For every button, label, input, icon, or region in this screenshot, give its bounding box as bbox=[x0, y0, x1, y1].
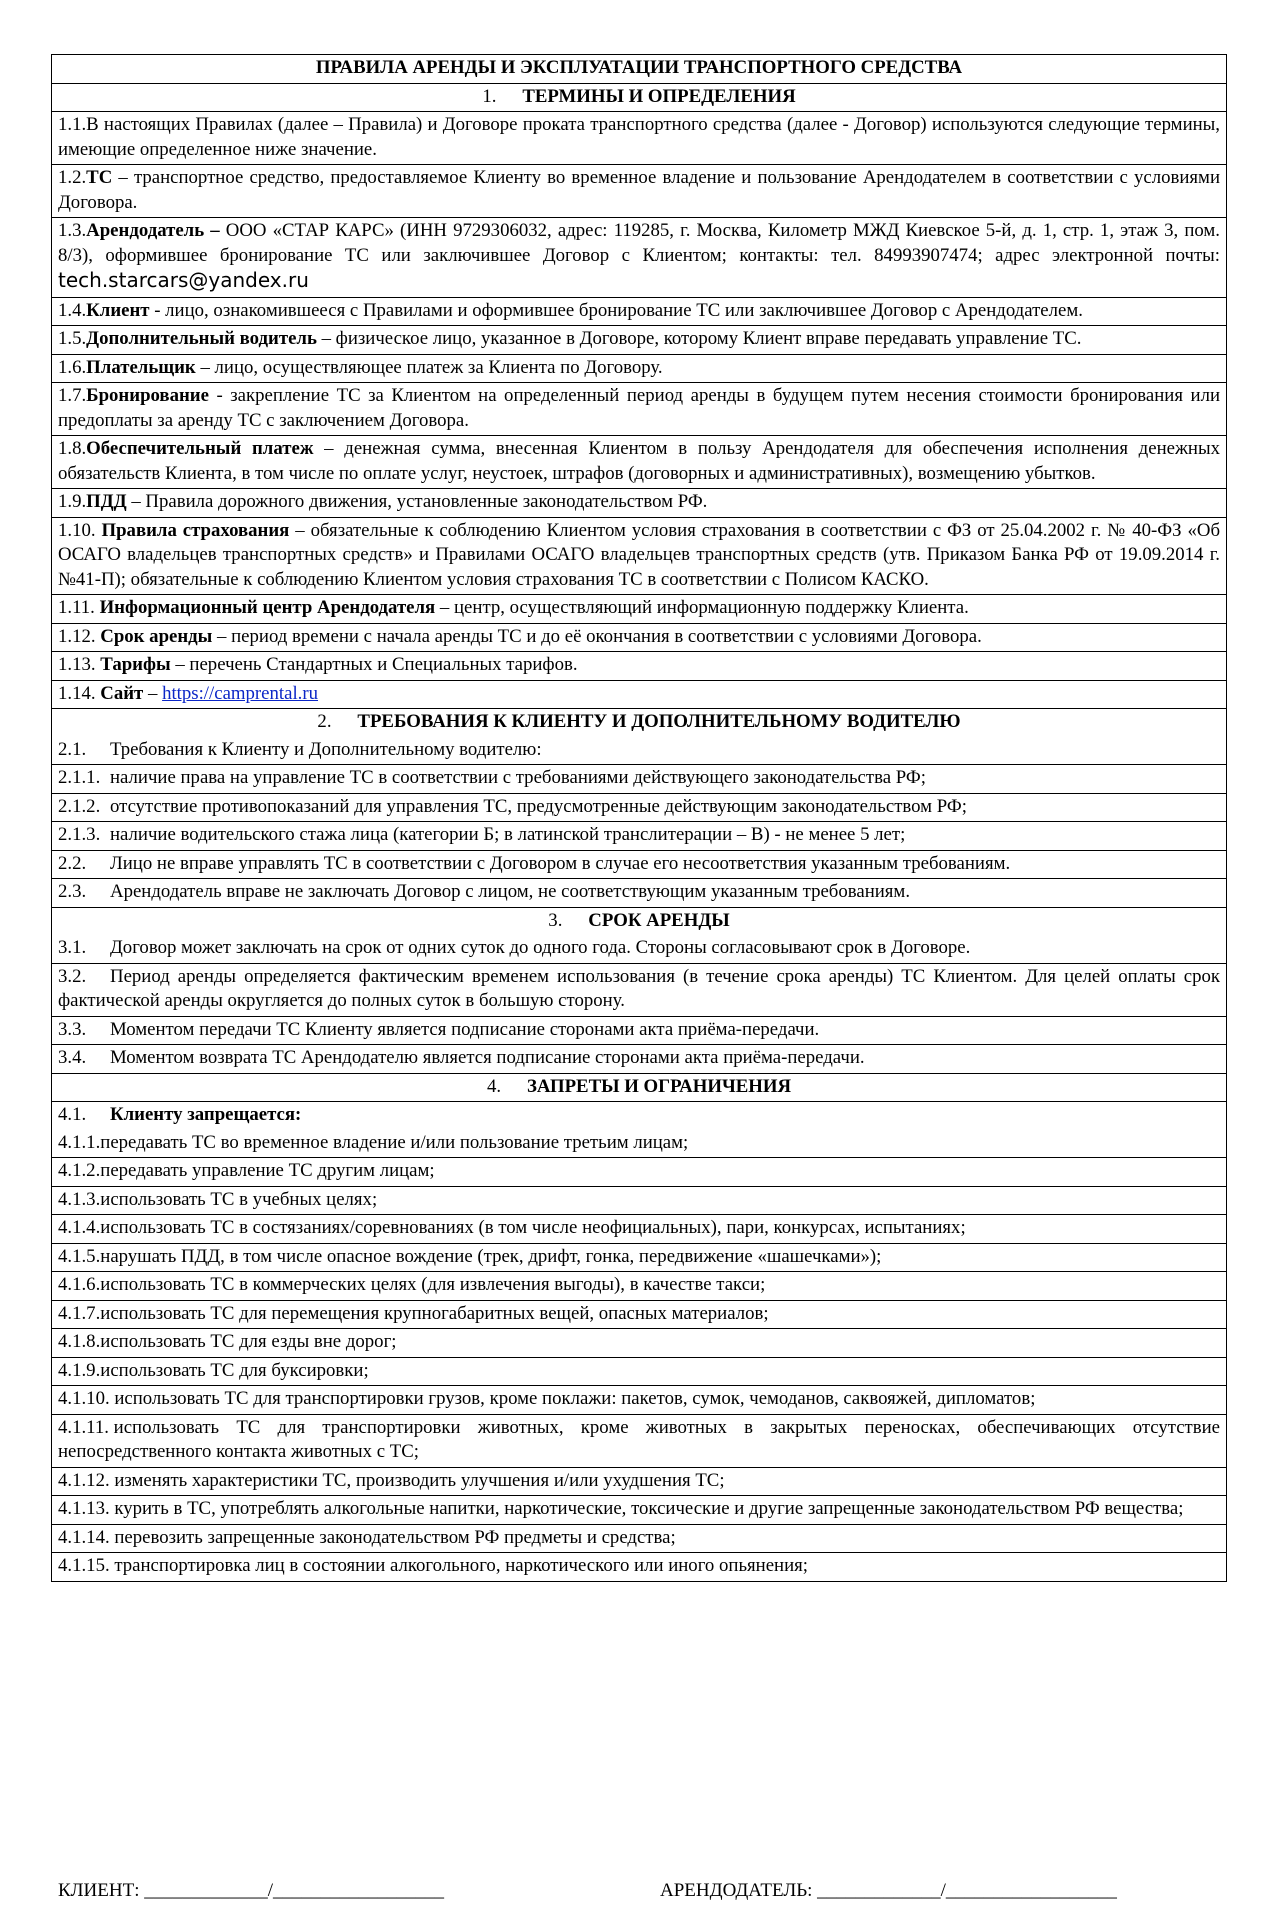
clause-2-5 bbox=[52, 850, 1226, 879]
clause-text: – перечень Стандартных и Специальных тарифов. bbox=[170, 654, 578, 675]
clause-text: изменять характеристики ТС, производить улучшения и/или ухудшения ТС; bbox=[114, 1469, 725, 1491]
clause-term: Обеспечительный платеж bbox=[86, 438, 314, 459]
clause-term: Бронирование bbox=[86, 385, 209, 406]
clause-number: 4.1.12. bbox=[58, 1469, 115, 1491]
clause-term: Клиент bbox=[86, 299, 150, 321]
clause-text: использовать ТС для транспортировки животных, кроме животных в закрытых переносках, обеспечивающих отсутствие непосредственного контакта животных с ТС; bbox=[58, 1416, 1220, 1462]
clause-4-1-12 bbox=[52, 1467, 1226, 1496]
clause-number: 2.2. bbox=[58, 852, 87, 874]
clause-text: использовать ТС для транспортировки грузов, кроме поклажи: пакетов, сумок, чемоданов, саквояжей, дипломатов; bbox=[114, 1388, 1036, 1409]
clause-number: 4.1.7. bbox=[58, 1302, 101, 1324]
clause-4-1-2 bbox=[52, 1157, 1226, 1186]
clause-number: 1.7. bbox=[58, 385, 87, 406]
clause-number: 2.3. bbox=[58, 881, 87, 902]
clause-number: 3.3. bbox=[58, 1018, 87, 1040]
clause-number: 1.12. bbox=[58, 625, 101, 647]
clause-number: 3.4. bbox=[58, 1047, 87, 1068]
clause-4-1-7 bbox=[52, 1300, 1226, 1329]
clause-1-9 bbox=[52, 488, 1226, 517]
clause-number: 4.1.4. bbox=[58, 1217, 101, 1238]
clause-text: – bbox=[143, 682, 163, 704]
clause-number: 4.1.3. bbox=[58, 1188, 101, 1210]
clause-term: Информационный центр Арендодателя bbox=[99, 597, 436, 618]
clause-number: 1.9. bbox=[58, 491, 87, 512]
clause-number: 1.11. bbox=[58, 597, 100, 618]
clause-text: использовать ТС в состязаниях/соревнованиях (в том числе неофициальных), пари, конкурсах, испытаниях; bbox=[100, 1217, 966, 1238]
clause-text: Договор может заключать на срок от одних суток до одного года. Стороны согласовывают срок в Договоре. bbox=[110, 937, 971, 958]
section-4-heading bbox=[52, 1073, 1226, 1102]
section-4-clauses bbox=[52, 1130, 1226, 1581]
clause-3-2 bbox=[52, 963, 1226, 1016]
clause-text: - закрепление ТС за Клиентом на определенный период аренды в будущем путем несения стоимости бронирования или предоплаты за аренду ТС с заключением Договора. bbox=[58, 385, 1220, 431]
clause-text: транспортировка лиц в состоянии алкогольного, наркотического или иного опьянения; bbox=[114, 1555, 809, 1576]
clause-4-1-11 bbox=[52, 1414, 1226, 1467]
clause-text: наличие права на управление ТС в соответствии с требованиями действующего законодательства РФ; bbox=[110, 767, 926, 788]
clause-number: 4.1.13. bbox=[58, 1498, 115, 1519]
section-title: СРОК АРЕНДЫ bbox=[588, 909, 730, 931]
section-number: 4. bbox=[486, 1075, 502, 1097]
clause-text: отсутствие противопоказаний для управления ТС, предусмотренные действующим законодательством РФ; bbox=[110, 795, 967, 817]
section-title: ЗАПРЕТЫ И ОГРАНИЧЕНИЯ bbox=[526, 1075, 792, 1097]
clause-number: 1.3. bbox=[58, 220, 87, 241]
clause-term: Дополнительный водитель bbox=[86, 328, 317, 349]
clause-number: 3.1. bbox=[58, 937, 87, 958]
clause-2-2 bbox=[52, 764, 1226, 793]
clause-text: – обязательные к соблюдению Клиентом условия страхования в соответствии с ФЗ от 25.04.2002 г. № 40-ФЗ «Об ОСАГО владельцев транспортных средств» и Правилами ОСАГО владельцев транспортных средств (утв. Приказом Банка РФ от 19.09.2014 г. №41-П); обязательные к соблюдению Клиентом условия страхования ТС в соответствии с Полисом КАСКО. bbox=[58, 519, 1220, 590]
email-address: tech.starcars@yandex.ru bbox=[58, 268, 309, 292]
clause-1-6 bbox=[52, 354, 1226, 383]
clause-4-1-6 bbox=[52, 1271, 1226, 1300]
clause-text: использовать ТС для езды вне дорог; bbox=[100, 1331, 397, 1352]
clause-1-12 bbox=[52, 623, 1226, 652]
clause-text: В настоящих Правилах (далее – Правила) и Договоре проката транспортного средства (далее - Договор) используются следующие термины, имеющие определенное ниже значение. bbox=[58, 114, 1220, 160]
clause-term: Правила страхования bbox=[101, 519, 290, 541]
clause-1-11 bbox=[52, 594, 1226, 623]
clause-number: 2.1.3. bbox=[58, 824, 101, 845]
clause-number: 1.1. bbox=[58, 114, 87, 135]
clause-number: 4.1.14. bbox=[58, 1526, 115, 1548]
clause-number: 2.1.2. bbox=[58, 795, 101, 817]
clause-number: 1.5. bbox=[58, 328, 87, 349]
clause-text: Арендодатель вправе не заключать Договор с лицом, не соответствующим указанным требованиям. bbox=[110, 881, 911, 902]
clause-number: 1.8. bbox=[58, 438, 87, 459]
clause-text: передавать ТС во временное владение и/или пользование третьим лицам; bbox=[100, 1131, 689, 1153]
clause-term: Тарифы bbox=[100, 654, 171, 675]
clause-number: 1.14. bbox=[58, 682, 101, 704]
clause-1-8 bbox=[52, 435, 1226, 488]
clause-text: Моментом возврата ТС Арендодателю является подписание сторонами акта приёма-передачи. bbox=[110, 1047, 865, 1068]
clause-text: – лицо, осуществляющее платеж за Клиента по Договору. bbox=[195, 356, 663, 378]
clause-4-1-13 bbox=[52, 1495, 1226, 1524]
clause-2-4 bbox=[52, 821, 1226, 850]
clause-4-1 bbox=[52, 1101, 1226, 1130]
clause-number: 4.1.11. bbox=[58, 1416, 114, 1438]
clause-text: Период аренды определяется фактическим временем использования (в течение срока аренды) ТС Клиентом. Для целей оплаты срок фактической аренды округляется до полных суток в большую сторону. bbox=[58, 965, 1220, 1011]
clause-term: Сайт bbox=[100, 682, 144, 704]
clause-text: Клиенту запрещается: bbox=[110, 1104, 302, 1125]
clause-1-1 bbox=[52, 111, 1226, 164]
clause-4-1-10 bbox=[52, 1385, 1226, 1414]
clause-number: 4.1.15. bbox=[58, 1555, 115, 1576]
document-title: ПРАВИЛА АРЕНДЫ И ЭКСПЛУАТАЦИИ ТРАНСПОРТНОГО СРЕДСТВА bbox=[315, 57, 963, 78]
clause-3-1 bbox=[52, 935, 1226, 963]
clause-number: 4.1.10. bbox=[58, 1388, 115, 1409]
clause-text: использовать ТС для перемещения крупногабаритных вещей, опасных материалов; bbox=[100, 1302, 769, 1324]
clause-4-1-14 bbox=[52, 1524, 1226, 1553]
clause-text: передавать управление ТС другим лицам; bbox=[100, 1160, 435, 1181]
section-2-clauses bbox=[52, 737, 1226, 907]
clause-number: 1.2. bbox=[58, 167, 87, 188]
clause-number: 2.1.1. bbox=[58, 767, 101, 788]
clause-2-3 bbox=[52, 793, 1226, 822]
clause-number: 4.1.2. bbox=[58, 1160, 101, 1181]
clause-text: - лицо, ознакомившееся с Правилами и оформившее бронирование ТС или заключившее Договор с Арендодателем. bbox=[149, 299, 1083, 321]
clause-2-6 bbox=[52, 878, 1226, 907]
section-title: ТЕРМИНЫ И ОПРЕДЕЛЕНИЯ bbox=[522, 85, 796, 107]
clause-4-1-5 bbox=[52, 1243, 1226, 1272]
clause-text: – транспортное средство, предоставляемое Клиенту во временное владение и пользование Арендодателем в соответствии с условиями Договора. bbox=[58, 167, 1220, 213]
clause-1-2 bbox=[52, 164, 1226, 217]
clause-term: ПДД bbox=[86, 491, 127, 512]
clause-number: 4.1.5. bbox=[58, 1245, 101, 1267]
clause-4-1-4 bbox=[52, 1214, 1226, 1243]
section-number: 3. bbox=[548, 909, 563, 931]
clause-number: 1.10. bbox=[58, 519, 102, 541]
clause-4-1-8 bbox=[52, 1328, 1226, 1357]
clause-number: 1.4. bbox=[58, 299, 87, 321]
clause-2-1 bbox=[52, 737, 1226, 765]
clause-text: Моментом передачи ТС Клиенту является подписание сторонами акта приёма-передачи. bbox=[110, 1018, 820, 1040]
clause-text: – центр, осуществляющий информационную поддержку Клиента. bbox=[435, 597, 969, 618]
clause-1-7 bbox=[52, 382, 1226, 435]
clause-1-5 bbox=[52, 325, 1226, 354]
clause-text: – денежная сумма, внесенная Клиентом в пользу Арендодателя для обеспечения исполнения денежных обязательств Клиента, в том числе по оплате услуг, неустоек, штрафов (договорных и административных), возмещению убытков. bbox=[58, 438, 1220, 484]
lessor-signature-line: АРЕНДОДАТЕЛЬ: _____________/__________________ bbox=[660, 1880, 1117, 1901]
clause-term: Плательщик bbox=[86, 356, 196, 378]
clause-3-3 bbox=[52, 1016, 1226, 1045]
site-link[interactable]: https://camprental.ru bbox=[162, 682, 319, 704]
clause-number: 1.6. bbox=[58, 356, 87, 378]
clause-4-1-9 bbox=[52, 1357, 1226, 1386]
section-title: ТРЕБОВАНИЯ К КЛИЕНТУ И ДОПОЛНИТЕЛЬНОМУ ВОДИТЕЛЮ bbox=[357, 711, 961, 732]
clause-text: – физическое лицо, указанное в Договоре, которому Клиент вправе передавать управление ТС. bbox=[316, 328, 1082, 349]
clause-number: 4.1.9. bbox=[58, 1359, 101, 1381]
rules-document bbox=[51, 54, 1227, 1582]
clause-number: 4.1.8. bbox=[58, 1331, 101, 1352]
section-3-clauses bbox=[52, 935, 1226, 1073]
clause-text: использовать ТС для буксировки; bbox=[100, 1359, 369, 1381]
section-number: 2. bbox=[317, 711, 332, 732]
clause-number: 4.1. bbox=[58, 1104, 87, 1125]
clause-text: курить в ТС, употреблять алкогольные напитки, наркотические, токсические и другие запрещенные законодательством РФ вещества; bbox=[114, 1498, 1184, 1519]
clause-1-3 bbox=[52, 217, 1226, 297]
clause-1-14 bbox=[52, 680, 1226, 709]
section-number: 1. bbox=[482, 85, 497, 107]
clause-1-4 bbox=[52, 297, 1226, 326]
clause-text: наличие водительского стажа лица (категории Б; в латинской транслитерации – B) - не менее 5 лет; bbox=[110, 824, 906, 845]
clause-number: 1.13. bbox=[58, 654, 101, 675]
clause-4-1-15 bbox=[52, 1552, 1226, 1581]
section-3-heading bbox=[52, 907, 1226, 936]
client-signature-line: КЛИЕНТ: _____________/__________________ bbox=[58, 1880, 445, 1901]
clause-text: – период времени с начала аренды ТС и до её окончания в соответствии с условиями Договора. bbox=[212, 625, 982, 647]
clause-4-1-1 bbox=[52, 1130, 1226, 1158]
section-2-heading bbox=[52, 708, 1226, 737]
clause-text: Лицо не вправе управлять ТС в соответствии с Договором в случае его несоответствия указанным требованиям. bbox=[110, 852, 1011, 874]
clause-number: 2.1. bbox=[58, 738, 87, 760]
clause-number: 4.1.1. bbox=[58, 1131, 101, 1153]
clause-text: Требования к Клиенту и Дополнительному водителю: bbox=[110, 738, 542, 760]
clause-number: 3.2. bbox=[58, 965, 87, 987]
clause-term: ТС bbox=[86, 167, 113, 188]
clause-1-10 bbox=[52, 517, 1226, 595]
clause-number: 4.1.6. bbox=[58, 1274, 101, 1295]
clause-text: – Правила дорожного движения, установленные законодательством РФ. bbox=[126, 491, 708, 512]
clause-text: нарушать ПДД, в том числе опасное вождение (трек, дрифт, гонка, передвижение «шашечками»); bbox=[100, 1245, 882, 1267]
clause-text: перевозить запрещенные законодательством РФ предметы и средства; bbox=[114, 1526, 676, 1548]
section-1-heading bbox=[52, 83, 1226, 112]
clause-1-13 bbox=[52, 651, 1226, 680]
clause-4-1-3 bbox=[52, 1186, 1226, 1215]
clause-text: использовать ТС в коммерческих целях (для извлечения выгоды), в качестве такси; bbox=[100, 1274, 766, 1295]
clause-text: использовать ТС в учебных целях; bbox=[100, 1188, 378, 1210]
clause-term: Арендодатель – bbox=[86, 220, 220, 241]
clause-3-4 bbox=[52, 1044, 1226, 1073]
clause-term: Срок аренды bbox=[100, 625, 213, 647]
clause-text: ООО «СТАР КАРС» (ИНН 9729306032, адрес: 119285, г. Москва, Километр МЖД Киевское 5-й, д. 1, стр. 1, этаж 3, пом. 8/3), оформившее бронирование ТС или заключившее Договор с Клиентом; контакты: тел. 84993907474; адрес электронной почты: bbox=[58, 220, 1220, 266]
